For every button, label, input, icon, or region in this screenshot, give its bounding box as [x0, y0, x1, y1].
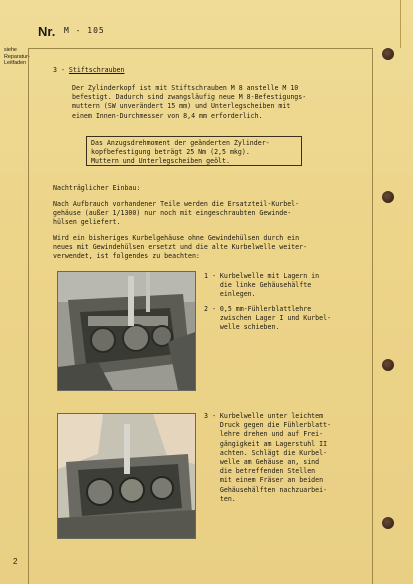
boxed-note: Das Anzugsdrehmoment der geänderten Zylinder- kopfbefestigung beträgt 25 Nm (2,5 mkg). Muttern und Unterlegscheiben geölt. — [91, 139, 270, 166]
crankcase-photo-2 — [57, 413, 196, 539]
right-rule — [372, 48, 373, 584]
punch-hole-icon — [382, 359, 394, 371]
header-rule — [28, 48, 372, 49]
margin-rule — [28, 48, 29, 584]
nr-label: Nr. — [38, 24, 56, 39]
crankcase-photo-1 — [57, 271, 196, 391]
page-number: 2 — [13, 557, 18, 566]
punch-hole-icon — [382, 48, 394, 60]
retrofit-heading: Nachträglicher Einbau: — [53, 184, 141, 192]
section-number: 3 - — [53, 66, 65, 74]
section-heading — [53, 66, 124, 75]
step-3: 3 - Kurbelwelle unter leichtem Druck gegen die Fühlerblatt- lehre drehen und auf Frei- gängigkeit am Lagerstuhl II achten. Schlägt die Kurbel- welle am Gehäuse an, sind die betreffenden Stellen mit einem Fräser an beiden Gehäusehälften nachzuarbei- ten. — [204, 412, 332, 503]
nr-value: M - 105 — [64, 26, 105, 35]
section-title: Stiftschrauben — [68, 66, 125, 74]
punch-hole-icon — [382, 191, 394, 203]
side-note: siehe Reparatur-Leitfaden — [4, 47, 30, 66]
paragraph-3: Nach Aufbrauch vorhandener Teile werden die Ersatzteil-Kurbel- gehäuse (außer 1/1300) nur noch mit eingeschraubten Gewinde- hülsen geliefert. — [53, 200, 300, 227]
header-area — [28, 0, 401, 48]
step-1: 1 - Kurbelwelle mit Lagern in die linke Gehäusehälfte einlegen. — [204, 272, 320, 299]
paragraph-4: Wird ein bisheriges Kurbelgehäuse ohne Gewindehülsen durch ein neues mit Gewindehülsen ersetzt und die alte Kurbelwelle weiter- verwendet, ist folgendes zu beachten: — [53, 234, 308, 261]
step-2: 2 - 0,5 mm-Fühlerblattlehre zwischen Lager I und Kurbel- welle schieben. — [204, 305, 332, 332]
punch-hole-icon — [382, 517, 394, 529]
paragraph-1: Der Zylinderkopf ist mit Stiftschrauben M 8 anstelle M 10 befestigt. Dadurch sind zwangsläufig neue M 8-Befestigungs- muttern (SW unverändert 15 mm) und Unterlegscheiben mit einem Innen-Durchmesser von 8,4 mm erforderlich. — [72, 84, 307, 120]
